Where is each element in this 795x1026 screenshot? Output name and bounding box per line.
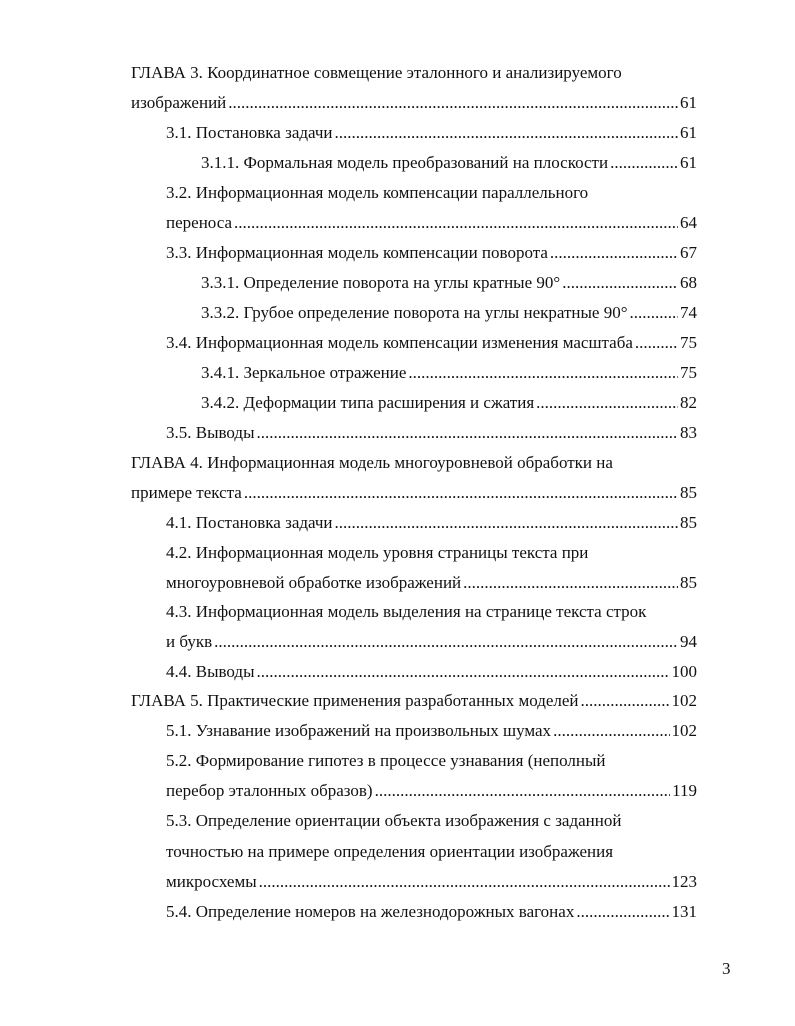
toc-3-2-title-line2: переноса (166, 213, 233, 232)
toc-3-1-1-title: 3.1.1. Формальная модель преобразований на плоскости (201, 153, 609, 172)
dot-leader (244, 482, 678, 504)
toc-3-4-1-title: 3.4.1. Зеркальное отражение (201, 363, 407, 382)
toc-3-2-title-line1: 3.2. Информационная модель компенсации параллельного (166, 183, 589, 202)
toc-entry-3-3-1 (201, 272, 697, 294)
toc-5-3-page: 123 (671, 872, 697, 891)
dot-leader (335, 512, 678, 534)
toc-ch3-title-line1: ГЛАВА 3. Координатное совмещение эталонного и анализируемого (131, 63, 622, 82)
toc-3-4-title: 3.4. Информационная модель компенсации изменения масштаба (166, 333, 633, 352)
toc-entry-4-2 (166, 572, 697, 594)
toc-3-4-2-page: 82 (680, 393, 697, 412)
toc-5-2-page: 119 (672, 781, 697, 800)
toc-entry-3-5 (166, 422, 697, 444)
toc-entry-3-1 (166, 122, 697, 144)
toc-3-1-page: 61 (680, 123, 697, 142)
toc-ch5-page: 102 (671, 691, 697, 710)
toc-entry-3-4 (166, 332, 697, 354)
toc-entry-ch3 (131, 92, 697, 114)
toc-entry-5-1 (166, 720, 697, 742)
dot-leader (553, 720, 669, 742)
toc-ch4-page: 85 (680, 483, 697, 502)
toc-entry-3-3 (166, 242, 697, 264)
dot-leader (228, 92, 678, 114)
toc-entry-5-4 (166, 901, 697, 923)
dot-leader (257, 661, 670, 683)
toc-5-3-title-line2: точностью на примере определения ориентации изображения (166, 842, 614, 861)
toc-3-3-2-page: 74 (680, 303, 697, 322)
toc-3-1-title: 3.1. Постановка задачи (166, 123, 333, 142)
toc-3-4-page: 75 (680, 333, 697, 352)
toc-5-4-page: 131 (671, 902, 697, 921)
dot-leader (214, 631, 678, 653)
toc-ch4-title-line1: ГЛАВА 4. Информационная модель многоуровневой обработки на (131, 453, 613, 472)
toc-4-3-page: 94 (680, 632, 697, 651)
dot-leader (408, 362, 678, 384)
toc-5-2-title-line2: перебор эталонных образов) (166, 781, 373, 800)
toc-4-2-title-line2: многоуровневой обработке изображений (166, 573, 462, 592)
page-number: 3 (722, 959, 731, 978)
dot-leader (463, 572, 678, 594)
toc-5-4-title: 5.4. Определение номеров на железнодорожных вагонах (166, 902, 575, 921)
dot-leader (576, 901, 669, 923)
dot-leader (536, 392, 678, 414)
toc-ch3-title-line2: изображений (131, 93, 227, 112)
toc-4-4-title: 4.4. Выводы (166, 662, 255, 681)
toc-3-5-page: 83 (680, 423, 697, 442)
toc-entry-3-4-1 (201, 362, 697, 384)
toc-4-4-page: 100 (671, 662, 697, 681)
toc-entry-ch5 (131, 690, 697, 712)
toc-3-4-1-page: 75 (680, 363, 697, 382)
toc-4-3-title-line2: и букв (166, 632, 213, 651)
toc-4-2-title-line1: 4.2. Информационная модель уровня страницы текста при (166, 543, 589, 562)
dot-leader (581, 690, 670, 712)
toc-ch4-title-line2: примере текста (131, 483, 242, 502)
toc-5-2-title-line1: 5.2. Формирование гипотез в процессе узнавания (неполный (166, 751, 606, 770)
toc-3-1-1-page: 61 (680, 153, 697, 172)
dot-leader (610, 152, 678, 174)
toc-3-5-title: 3.5. Выводы (166, 423, 255, 442)
toc-5-3-title-line3: микросхемы (166, 872, 257, 891)
toc-5-1-page: 102 (671, 721, 697, 740)
dot-leader (550, 242, 678, 264)
toc-3-4-2-title: 3.4.2. Деформации типа расширения и сжатия (201, 393, 535, 412)
toc-entry-4-1 (166, 512, 697, 534)
toc-entry-3-2 (166, 212, 697, 234)
toc-ch5-title: ГЛАВА 5. Практические применения разработанных моделей (131, 691, 579, 710)
toc-3-3-1-page: 68 (680, 273, 697, 292)
toc-3-3-1-title: 3.3.1. Определение поворота на углы кратные 90° (201, 273, 561, 292)
dot-leader (635, 332, 678, 354)
toc-entry-ch4 (131, 482, 697, 504)
dot-leader (630, 302, 678, 324)
toc-4-2-page: 85 (680, 573, 697, 592)
toc-entry-3-4-2 (201, 392, 697, 414)
toc-ch3-page: 61 (680, 93, 697, 112)
toc-entry-4-4 (166, 661, 697, 683)
toc-entry-3-1-1 (201, 152, 697, 174)
toc-3-3-page: 67 (680, 243, 697, 262)
toc-3-3-2-title: 3.3.2. Грубое определение поворота на углы некратные 90° (201, 303, 628, 322)
dot-leader (335, 122, 678, 144)
toc-4-1-page: 85 (680, 513, 697, 532)
toc-entry-3-3-2 (201, 302, 697, 324)
dot-leader (375, 780, 671, 802)
dot-leader (259, 871, 670, 893)
toc-4-1-title: 4.1. Постановка задачи (166, 513, 333, 532)
toc-entry-5-3 (166, 871, 697, 893)
dot-leader (257, 422, 678, 444)
dot-leader (562, 272, 678, 294)
toc-entry-4-3 (166, 631, 697, 653)
toc-3-2-page: 64 (680, 213, 697, 232)
toc-4-3-title-line1: 4.3. Информационная модель выделения на странице текста строк (166, 602, 647, 621)
toc-3-3-title: 3.3. Информационная модель компенсации поворота (166, 243, 548, 262)
toc-entry-5-2 (166, 780, 697, 802)
dot-leader (234, 212, 678, 234)
toc-5-1-title: 5.1. Узнавание изображений на произвольных шумах (166, 721, 552, 740)
toc-5-3-title-line1: 5.3. Определение ориентации объекта изображения с заданной (166, 811, 622, 830)
